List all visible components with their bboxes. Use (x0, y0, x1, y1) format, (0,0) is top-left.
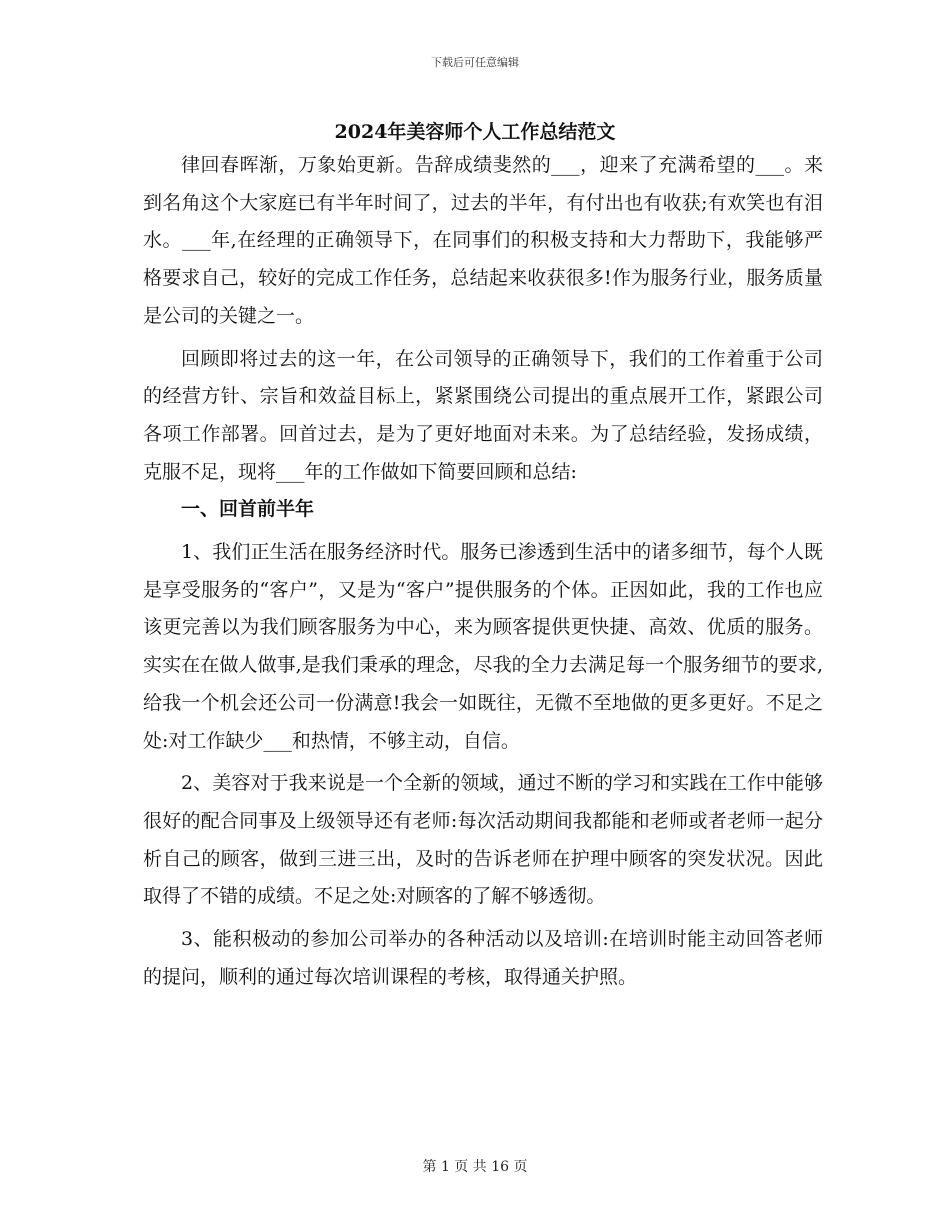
document-body (143, 147, 823, 996)
paragraph-item-1: 1、我们正生活在服务经济时代。服务已渗透到生活中的诸多细节，每个人既是享受服务的“客户”，又是为“客户”提供服务的个体。正因如此，我的工作也应该更完善以为我们顾客服务为中心，来为顾客提供更快捷、高效、优质的服务。实实在在做人做事,是我们秉承的理念，尽我的全力去满足每一个服务细节的要求,给我一个机会还公司一份满意!我会一如既往，无微不至地做的更多更好。不足之处:对工作缺少___和热情，不够主动，自信。 (143, 541, 823, 752)
section-heading: 一、回首前半年 (181, 498, 315, 521)
page-footer: 第 1 页 共 16 页 (422, 1159, 528, 1175)
paragraph-intro: 律回春晖渐，万象始更新。告辞成绩斐然的___，迎来了充满希望的___。来到名角这个大家庭已有半年时间了，过去的半年，有付出也有收获;有欢笑也有泪水。___年,在经理的正确领导下，在同事们的积极支持和大力帮助下，我能够严格要求自己，较好的完成工作任务，总结起来收获很多!作为服务行业，服务质量是公司的关键之一。 (143, 154, 823, 327)
document-title: 2024年美容师个人工作总结范文 (334, 121, 616, 143)
paragraph-review: 回顾即将过去的这一年，在公司领导的正确领导下，我们的工作着重于公司的经营方针、宗旨和效益目标上，紧紧围绕公司提出的重点展开工作，紧跟公司各项工作部署。回首过去，是为了更好地面对未来。为了总结经验，发扬成绩，克服不足，现将___年的工作做如下简要回顾和总结: (143, 347, 823, 483)
paragraph-item-2: 2、美容对于我来说是一个全新的领域，通过不断的学习和实践在工作中能够很好的配合同事及上级领导还有老师:每次活动期间我都能和老师或者老师一起分析自己的顾客，做到三进三出，及时的告诉老师在护理中顾客的突发状况。因此取得了不错的成绩。不足之处:对顾客的了解不够透彻。 (143, 772, 823, 908)
header-note: 下载后可任意编辑 (431, 56, 519, 69)
paragraph-item-3: 3、能积极动的参加公司举办的各种活动以及培训:在培训时能主动回答老师的提问，顺利的通过每次培训课程的考核，取得通关护照。 (143, 928, 823, 988)
